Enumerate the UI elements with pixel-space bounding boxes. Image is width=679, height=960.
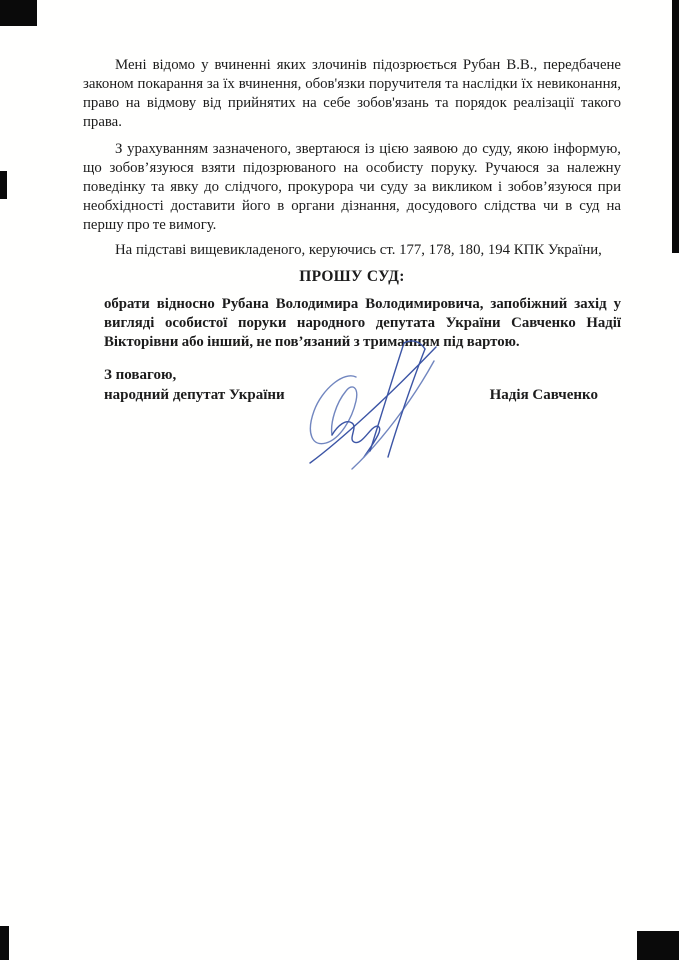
closing-salutation: З повагою, — [104, 367, 177, 383]
text-line: права. — [83, 114, 122, 130]
scan-artifact-top-left — [0, 0, 37, 26]
paragraph-spacer — [83, 132, 621, 140]
scan-artifact-right-edge-strip — [672, 0, 679, 253]
paragraph-awareness — [83, 56, 621, 132]
scan-artifact-bottom-right — [637, 931, 679, 960]
text-line: З урахуванням зазначеного, звертаюся із цією заявою до суду, якою інформую, — [115, 141, 621, 157]
signer-title: народний депутат України — [104, 387, 285, 403]
scan-artifact-left-edge — [0, 171, 7, 199]
text-line: законом покарання за їх вчинення, обов'язки поручителя та наслідки їх невиконання, — [83, 76, 621, 92]
text-line: Мені відомо у вчиненні яких злочинів підозрюється Рубан В.В., передбачене — [115, 57, 621, 73]
paragraph-legal-basis: На підставі вищевикладеного, керуючись ст. 177, 178, 180, 194 КПК України, — [115, 242, 602, 258]
text-line: Вікторівни або інший, не пов’язаний з триманням під вартою. — [104, 334, 520, 350]
text-line: обрати відносно Рубана Володимира Володимировича, запобіжний захід у — [104, 296, 621, 312]
signer-name: Надія Савченко — [489, 387, 598, 403]
scan-artifact-bottom-left — [0, 926, 9, 960]
text-line: необхідності доставити його в органи дізнання, досудового слідства чи в суд на — [83, 198, 621, 214]
paragraph-undertaking — [83, 140, 621, 235]
petition-heading: ПРОШУ СУД: — [299, 268, 405, 285]
text-line: вигляді особистої поруки народного депутата України Савченко Надії — [104, 315, 621, 331]
handwritten-signature-icon — [295, 336, 455, 474]
text-line: першу про те вимогу. — [83, 217, 217, 233]
text-line: що зобов’язуюся взяти підозрюваного на особисту поруку. Ручаюся за належну — [83, 160, 621, 176]
text-line: право на відмову від прийнятих на себе зобов'язань та порядок реалізації такого — [83, 95, 621, 111]
text-line: поведінку та явку до слідчого, прокурора чи суду за викликом і зобов’язуюся при — [83, 179, 621, 195]
